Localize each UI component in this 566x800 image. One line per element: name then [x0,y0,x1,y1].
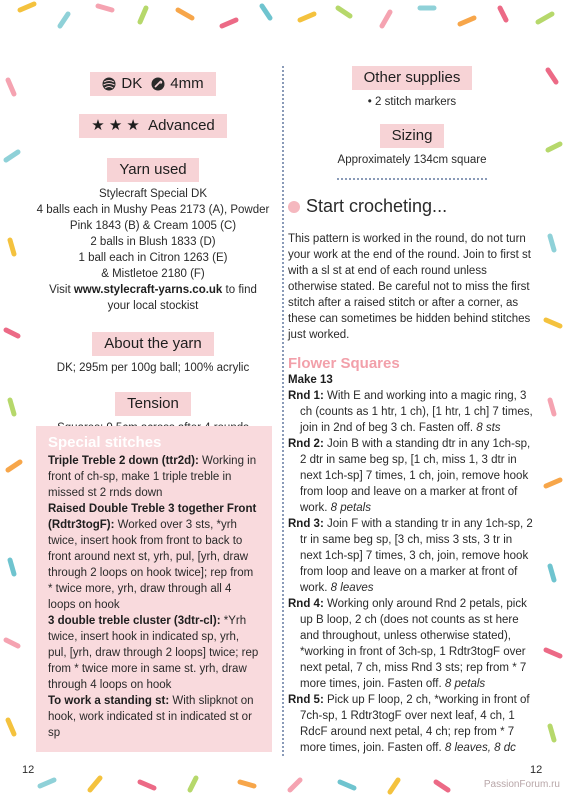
yarn-line: 4 balls each in Mushy Peas 2173 (A), Powder [36,204,270,216]
intro-paragraph: This pattern is worked in the round, do not turn your work at the end of the round. Join to first st with a sl st at end of each round unless otherwise stated. Be careful not to miss the first stitch after a raised stitch or after a corner, as these can sometimes be hidden behind stitches just worked. [288,233,531,341]
about-yarn-text: DK; 295m per 100g ball; 100% acrylic [56,362,250,374]
round-instruction: Rnd 5: Pick up F loop, 2 ch, *working in front of 7ch-sp, 1 Rdtr3togF over next leaf, 4 ch, 1 RdcF around next petal, 4 ch; rep from * 7 more times, join. Fasten off. 8 leaves, 8 dc [288,694,530,754]
column-divider [282,66,284,756]
right-column [288,64,536,756]
other-supplies-heading: Other supplies [352,66,473,90]
watermark: PassionForum.ru [483,779,560,790]
yarn-line: Pink 1843 (B) & Cream 1005 (C) [69,220,237,232]
skill-stars: ★ ★ ★ [91,117,140,134]
yarn-ball-icon [102,77,116,91]
yarn-line: 1 ball each in Citron 1263 (E) [78,252,228,264]
dotted-separator [337,178,487,180]
yarn-weight: DK [121,75,143,92]
special-stitches-panel [36,426,272,752]
yarn-used-heading: Yarn used [107,158,198,182]
hook-size: 4mm [170,75,204,92]
stockist-line-2: your local stockist [107,300,199,312]
sizing-text: Approximately 134cm square [337,154,487,166]
yarn-line: 2 balls in Blush 1833 (D) [90,236,216,248]
tension-heading: Tension [115,392,191,416]
yarn-line: & Mistletoe 2180 (F) [101,268,205,280]
page-number-right: 12 [530,764,543,776]
skill-level-badge [79,114,227,138]
stylecraft-link[interactable]: www.stylecraft-yarns.co.uk [73,284,223,296]
special-stitches-heading: Special stitches [48,434,162,451]
other-supplies-item: • 2 stitch markers [367,96,457,108]
hook-icon [151,77,165,91]
about-yarn-heading: About the yarn [92,332,214,356]
pink-bullet-icon [288,201,300,213]
stitch-definition: To work a standing st: With slipknot on hook, work indicated st in indicated st or sp [48,695,254,739]
stitch-definition: Triple Treble 2 down (ttr2d): Working in front of ch-sp, make 1 triple treble in missed st 2 rnds down [48,455,257,499]
flower-squares-heading: Flower Squares [288,355,400,372]
round-instruction: Rnd 1: With E and working into a magic ring, 3 ch (counts as 1 htr, 1 ch), [1 htr, 1 ch] 7 times, join in 2nd of beg 3 ch. Fasten off. 8 sts [288,390,533,434]
stockist-line: Visit www.stylecraft-yarns.co.uk to find [49,284,257,296]
yarn-used-list [30,186,276,314]
left-column [30,64,276,436]
yarn-line: Stylecraft Special DK [98,188,207,200]
sizing-heading: Sizing [380,124,445,148]
round-instruction: Rnd 2: Join B with a standing dtr in any 1ch-sp, 2 dtr in same beg sp, [1 ch, miss 1, 3 dtr in next 1ch-sp] 7 times, 1 ch, join, remove hook from loop and leave on a marker at front of work. 8 petals [288,438,531,514]
stitch-definition: Raised Double Treble 3 together Front (Rdtr3togF): Worked over 3 sts, *yrh twice, insert hook from front to back to front around next st, yrh, pul, [yrh, draw through 2 loops on hook twice]; rep from * twice more, yrh, draw through all 4 loops on hook [48,503,257,611]
yarn-weight-hook-badge [90,72,215,96]
page-number-left: 12 [22,764,35,776]
round-instruction: Rnd 4: Working only around Rnd 2 petals, pick up B loop, 2 ch (does not counts as st here and throughout, unless otherwise stated), *working in front of 3ch-sp, 1 Rdtr3togF over next petal, 7 ch, miss Rnd 3 sts; rep from * 7 more times, join. Fasten off. 8 petals [288,598,527,690]
start-crocheting-heading [288,196,536,217]
make-count: Make 13 [288,374,333,386]
skill-level-label: Advanced [148,117,215,134]
start-crocheting-title: Start crocheting... [306,196,448,216]
stitch-definition: 3 double treble cluster (3dtr-cl): *Yrh twice, insert hook in indicated sp, yrh, pul, [yrh, draw through 2 loops] twice; rep from * twice more in same st. yrh, draw through 4 loops on hook [48,615,259,691]
round-instruction: Rnd 3: Join F with a standing tr in any 1ch-sp, 2 tr in same beg sp, [3 ch, miss 3 sts, 3 tr in next 1ch-sp] 7 times, 3 ch, join, remove hook from loop and leave on a marker at front of work. 8 leaves [288,518,533,594]
